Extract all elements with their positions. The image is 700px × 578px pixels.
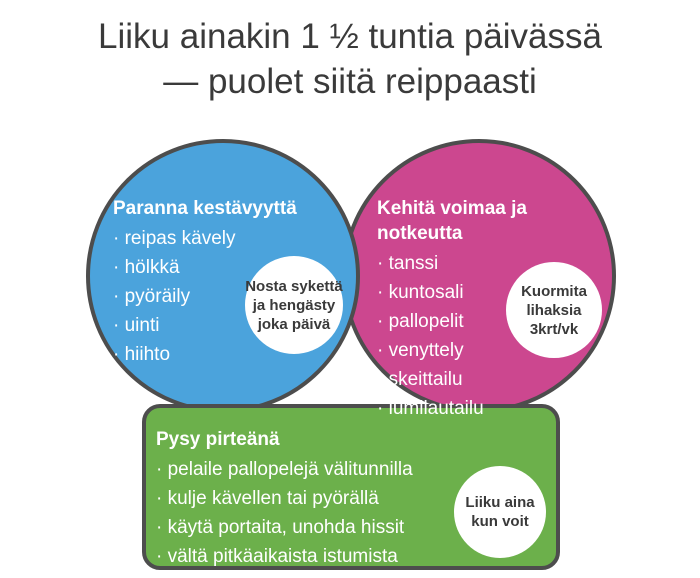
list-item: · skeittailu [377, 365, 607, 394]
list-item: · hiihto [113, 340, 343, 369]
list-item: · pallopelit [377, 307, 607, 336]
list-item: · pelaile pallopelejä välitunnilla [156, 455, 486, 484]
strength-badge-label: Kuormita lihaksia 3krt/vk [521, 282, 587, 338]
list-item: · uinti [113, 311, 343, 340]
active-title: Pysy pirteänä [156, 429, 280, 450]
title-line-1: Liiku ainakin 1 ½ tuntia päivässä [98, 17, 602, 56]
active-badge-label: Liiku aina kun voit [465, 494, 535, 530]
list-item: · hölkkä [113, 253, 343, 282]
list-item: · lumilautailu [377, 394, 607, 423]
strength-badge [506, 262, 602, 358]
list-item: · käytä portaita, unohda hissit [156, 513, 486, 542]
endurance-badge-label: Nosta sykettä ja hengästy joka päivä [245, 277, 343, 333]
endurance-title: Paranna kestävyyttä [113, 198, 297, 219]
list-item: · reipas kävely [113, 224, 343, 253]
list-item: · tanssi [377, 249, 607, 278]
page-title [0, 14, 700, 104]
list-item: · pyöräily [113, 282, 343, 311]
active-list [156, 455, 486, 571]
active-content [156, 427, 486, 571]
list-item: · kulje kävellen tai pyörällä [156, 484, 486, 513]
strength-title: Kehitä voimaa ja notkeutta [377, 198, 527, 244]
title-line-2: — puolet siitä reippaasti [163, 62, 537, 101]
list-item: · venyttely [377, 336, 607, 365]
list-item: · kuntosali [377, 278, 607, 307]
list-item: · vältä pitkäaikaista istumista [156, 542, 486, 571]
active-badge [454, 466, 546, 558]
endurance-badge [245, 256, 343, 354]
